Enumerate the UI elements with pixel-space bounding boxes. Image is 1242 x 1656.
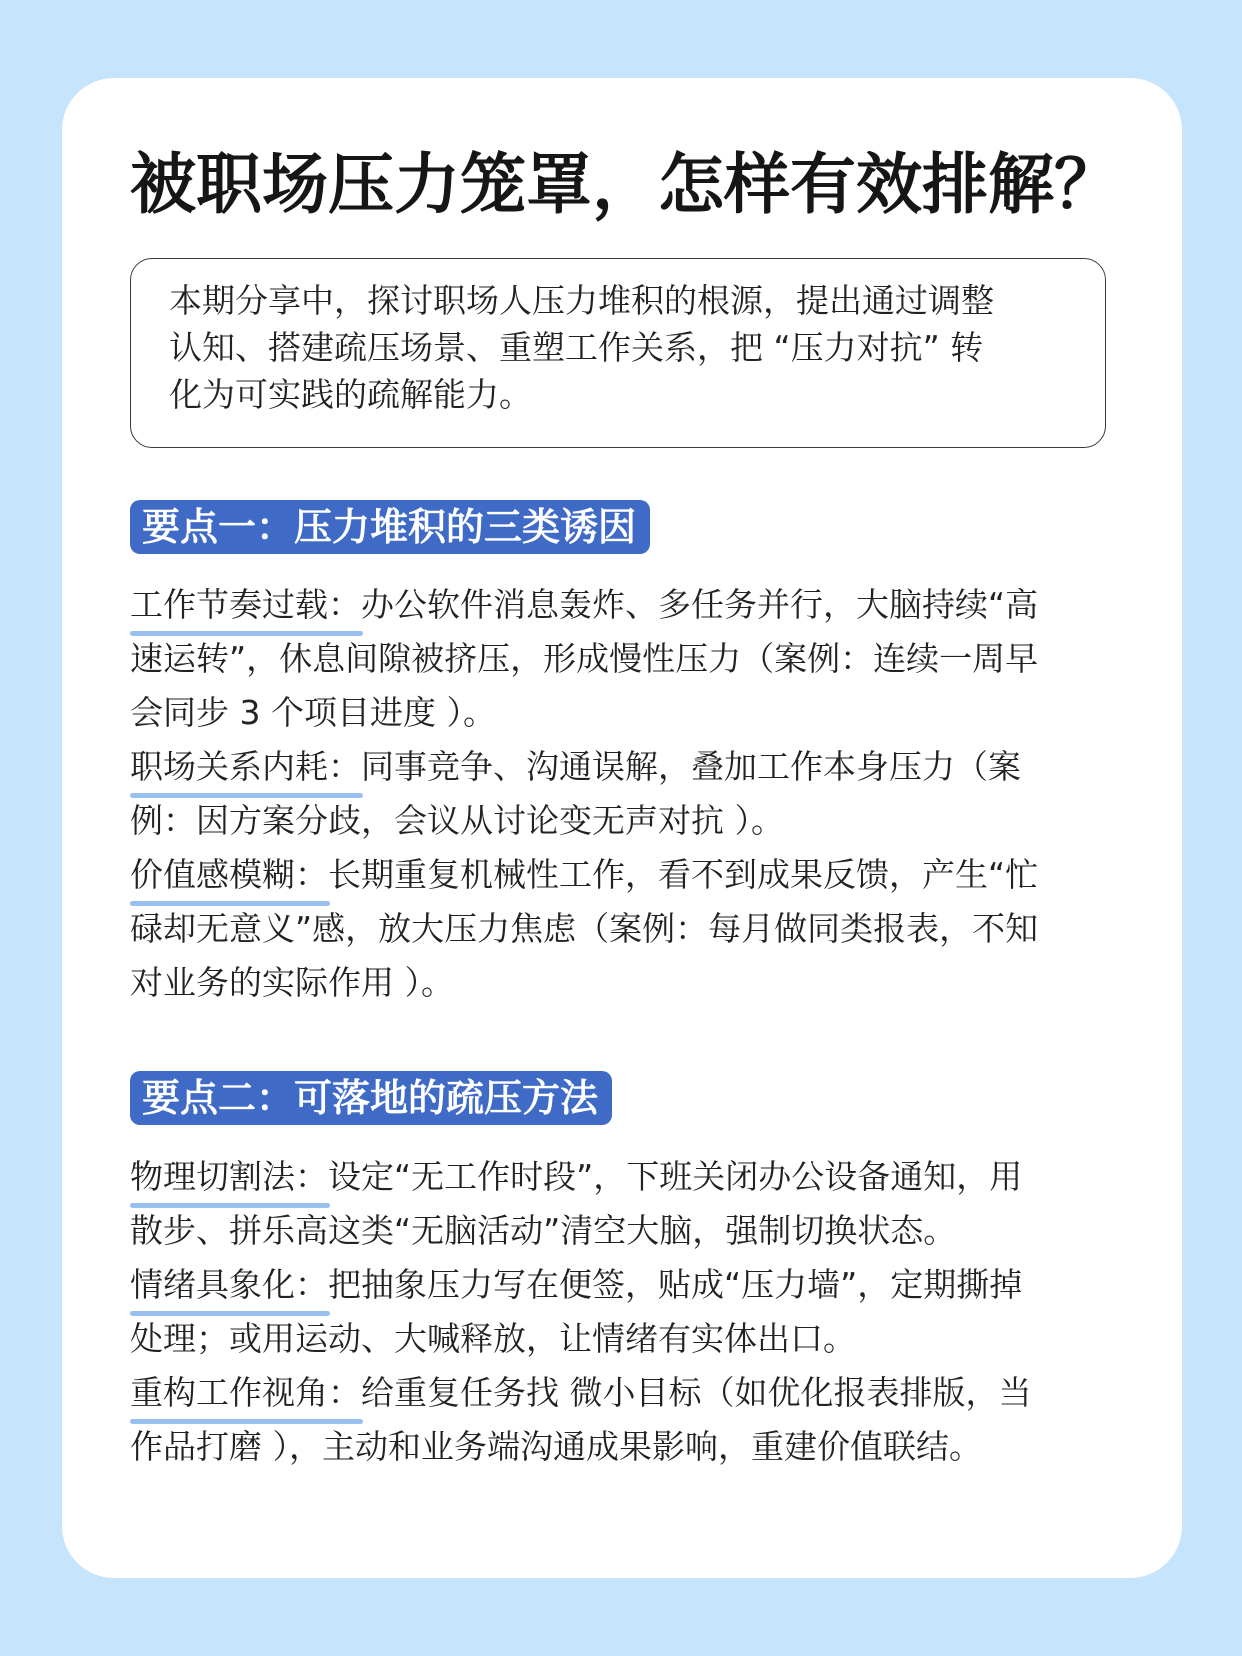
list-item-line: 会同步 3 个项目进度 ）。	[130, 693, 496, 732]
page-title: 被职场压力笼罩，怎样有效排解？	[130, 146, 1120, 223]
item-lead: 价值感模糊：	[130, 848, 328, 902]
list-item-line	[130, 578, 1130, 632]
intro-line: 认知、搭建疏压场景、重塑工作关系，把 “压力对抗” 转	[169, 328, 984, 367]
intro-box	[130, 258, 1106, 448]
content-card	[62, 78, 1182, 1578]
list-item-line	[130, 740, 1130, 794]
list-item-line	[130, 1366, 1130, 1420]
intro-line: 本期分享中，探讨职场人压力堆积的根源，提出通过调整	[169, 281, 994, 320]
section-title-causes: 要点一：压力堆积的三类诱因	[130, 500, 650, 554]
item-text: 设定“无工作时段”，下班关闭办公设备通知，用	[328, 1157, 1023, 1196]
item-lead: 情绪具象化：	[130, 1258, 328, 1312]
list-item-line: 速运转”，休息间隙被挤压，形成慢性压力（案例：连续一周早	[130, 639, 1039, 678]
section-title-methods: 要点二：可落地的疏压方法	[130, 1071, 612, 1125]
item-text: 办公软件消息轰炸、多任务并行，大脑持续“高	[361, 585, 1039, 624]
list-item-line: 处理；或用运动、大喊释放，让情绪有实体出口。	[130, 1319, 856, 1358]
item-lead: 重构工作视角：	[130, 1366, 361, 1420]
item-text: 同事竞争、沟通误解，叠加工作本身压力（案	[361, 747, 1021, 786]
item-lead: 物理切割法：	[130, 1150, 328, 1204]
list-item-line: 例：因方案分歧，会议从讨论变无声对抗 ）。	[130, 801, 784, 840]
list-item-line	[130, 1150, 1130, 1204]
list-item-line	[130, 848, 1130, 902]
section-body-causes	[130, 578, 1130, 1010]
intro-line: 化为可实践的疏解能力。	[169, 375, 532, 414]
item-text: 长期重复机械性工作，看不到成果反馈，产生“忙	[328, 855, 1039, 894]
item-text: 给重复任务找 微小目标（如优化报表排版，当	[361, 1373, 1032, 1412]
list-item-line: 碌却无意义”感，放大压力焦虑（案例：每月做同类报表，不知	[130, 909, 1039, 948]
list-item-line	[130, 1258, 1130, 1312]
list-item-line: 作品打磨 ），主动和业务端沟通成果影响，重建价值联结。	[130, 1427, 982, 1466]
list-item-line: 对业务的实际作用 ）。	[130, 963, 454, 1002]
item-text: 把抽象压力写在便签，贴成“压力墙”，定期撕掉	[328, 1265, 1023, 1304]
section-body-methods	[130, 1150, 1130, 1474]
list-item-line: 散步、拼乐高这类“无脑活动”清空大脑，强制切换状态。	[130, 1211, 957, 1250]
item-lead: 工作节奏过载：	[130, 578, 361, 632]
item-lead: 职场关系内耗：	[130, 740, 361, 794]
